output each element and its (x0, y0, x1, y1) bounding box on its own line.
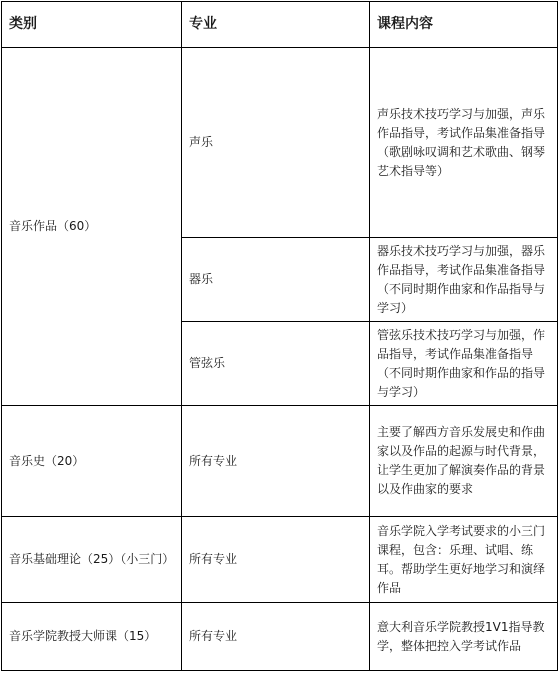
header-row (2, 2, 558, 48)
table-row (2, 48, 558, 238)
major-cell: 所有专业 (182, 517, 370, 603)
content-cell: 音乐学院入学考试要求的小三门课程，包含：乐理、试唱、练耳。帮助学生更好地学习和演绎作品 (370, 517, 558, 603)
header-category: 类别 (2, 2, 182, 48)
content-cell: 器乐技术技巧学习与加强，器乐作品指导，考试作品集准备指导（不同时期作曲家和作品指导与学习） (370, 238, 558, 322)
header-major: 专业 (182, 2, 370, 48)
table-row (2, 406, 558, 517)
table-row (2, 517, 558, 603)
major-cell: 声乐 (182, 48, 370, 238)
header-content: 课程内容 (370, 2, 558, 48)
major-cell: 所有专业 (182, 406, 370, 517)
course-table (1, 1, 558, 671)
content-cell: 意大利音乐学院教授1V1指导教学，整体把控入学考试作品 (370, 603, 558, 671)
category-cell: 音乐学院教授大师课（15） (2, 603, 182, 671)
content-cell: 管弦乐技术技巧学习与加强，作品指导，考试作品集准备指导（不同时期作曲家和作品的指导与学习） (370, 322, 558, 406)
major-cell: 管弦乐 (182, 322, 370, 406)
category-cell: 音乐基础理论（25）（小三门） (2, 517, 182, 603)
major-cell: 器乐 (182, 238, 370, 322)
content-cell: 声乐技术技巧学习与加强，声乐作品指导，考试作品集准备指导（歌剧咏叹调和艺术歌曲、钢琴艺术指导等） (370, 48, 558, 238)
major-cell: 所有专业 (182, 603, 370, 671)
category-cell: 音乐史（20） (2, 406, 182, 517)
table-row (2, 603, 558, 671)
category-cell: 音乐作品（60） (2, 48, 182, 406)
content-cell: 主要了解西方音乐发展史和作曲家以及作品的起源与时代背景，让学生更加了解演奏作品的背景以及作曲家的要求 (370, 406, 558, 517)
